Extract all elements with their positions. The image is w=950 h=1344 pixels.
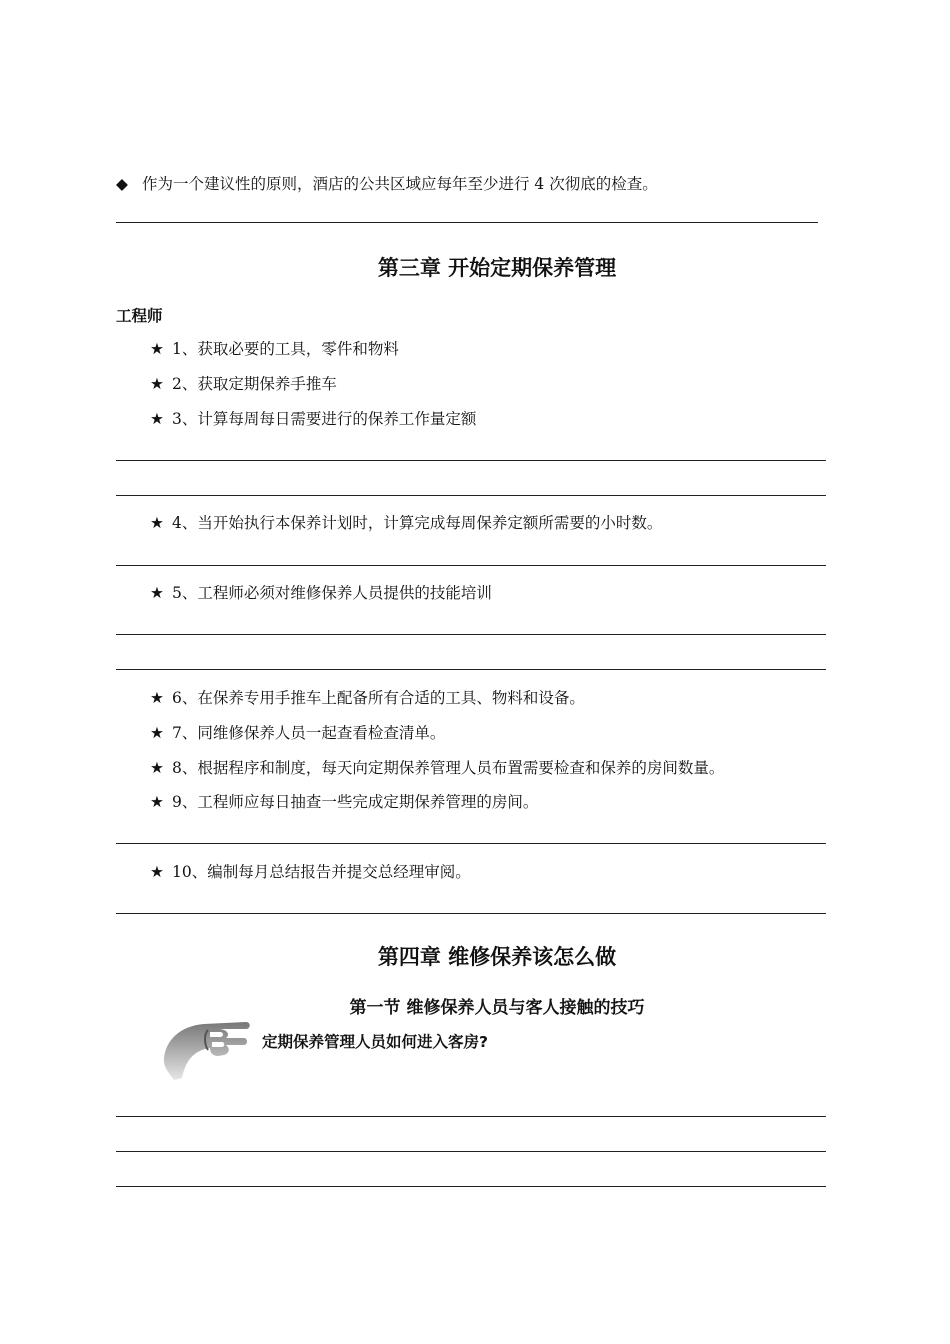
- star-icon: ★: [150, 759, 164, 777]
- intro-text: 作为一个建议性的原则，酒店的公共区域应每年至少进行 4 次彻底的检查。: [142, 175, 658, 193]
- list-item: ★ 10、编制每月总结报告并提交总经理审阅。: [150, 863, 471, 881]
- diamond-bullet-icon: ◆: [116, 175, 128, 193]
- divider: [116, 913, 826, 914]
- divider: [116, 495, 826, 496]
- star-icon: ★: [150, 793, 164, 811]
- divider: [116, 1186, 826, 1187]
- chapter-3-title: 第三章 开始定期保养管理: [377, 256, 617, 280]
- role-heading: 工程师: [116, 307, 163, 325]
- star-icon: ★: [150, 689, 164, 707]
- list-item: ★ 3、计算每周每日需要进行的保养工作量定额: [150, 410, 477, 428]
- intro-line: [116, 172, 658, 194]
- pointing-hand-icon: [158, 1018, 254, 1082]
- divider: [116, 222, 818, 223]
- divider: [116, 1151, 826, 1152]
- star-icon: ★: [150, 410, 164, 428]
- list-item: ★ 1、获取必要的工具，零件和物料: [150, 340, 399, 358]
- list-item: ★ 7、同维修保养人员一起查看检查清单。: [150, 724, 446, 742]
- list-item: ★ 8、根据程序和制度，每天向定期保养管理人员布置需要检查和保养的房间数量。: [150, 759, 725, 777]
- section-title: 第一节 维修保养人员与客人接触的技巧: [349, 998, 645, 1018]
- star-icon: ★: [150, 375, 164, 393]
- divider: [116, 634, 826, 635]
- star-icon: ★: [150, 514, 164, 532]
- list-item: ★ 2、获取定期保养手推车: [150, 375, 337, 393]
- chapter-4-title: 第四章 维修保养该怎么做: [377, 945, 617, 969]
- star-icon: ★: [150, 340, 164, 358]
- divider: [116, 669, 826, 670]
- divider: [116, 843, 826, 844]
- list-item: ★ 5、工程师必须对维修保养人员提供的技能培训: [150, 584, 492, 602]
- list-item: ★ 4、当开始执行本保养计划时，计算完成每周保养定额所需要的小时数。: [150, 514, 663, 532]
- star-icon: ★: [150, 724, 164, 742]
- divider: [116, 565, 826, 566]
- star-icon: ★: [150, 584, 164, 602]
- star-icon: ★: [150, 863, 164, 881]
- divider: [116, 1116, 826, 1117]
- divider: [116, 460, 826, 461]
- question-heading: 定期保养管理人员如何进入客房?: [262, 1033, 488, 1051]
- list-item: ★ 6、在保养专用手推车上配备所有合适的工具、物料和设备。: [150, 689, 585, 707]
- list-item: ★ 9、工程师应每日抽查一些完成定期保养管理的房间。: [150, 793, 539, 811]
